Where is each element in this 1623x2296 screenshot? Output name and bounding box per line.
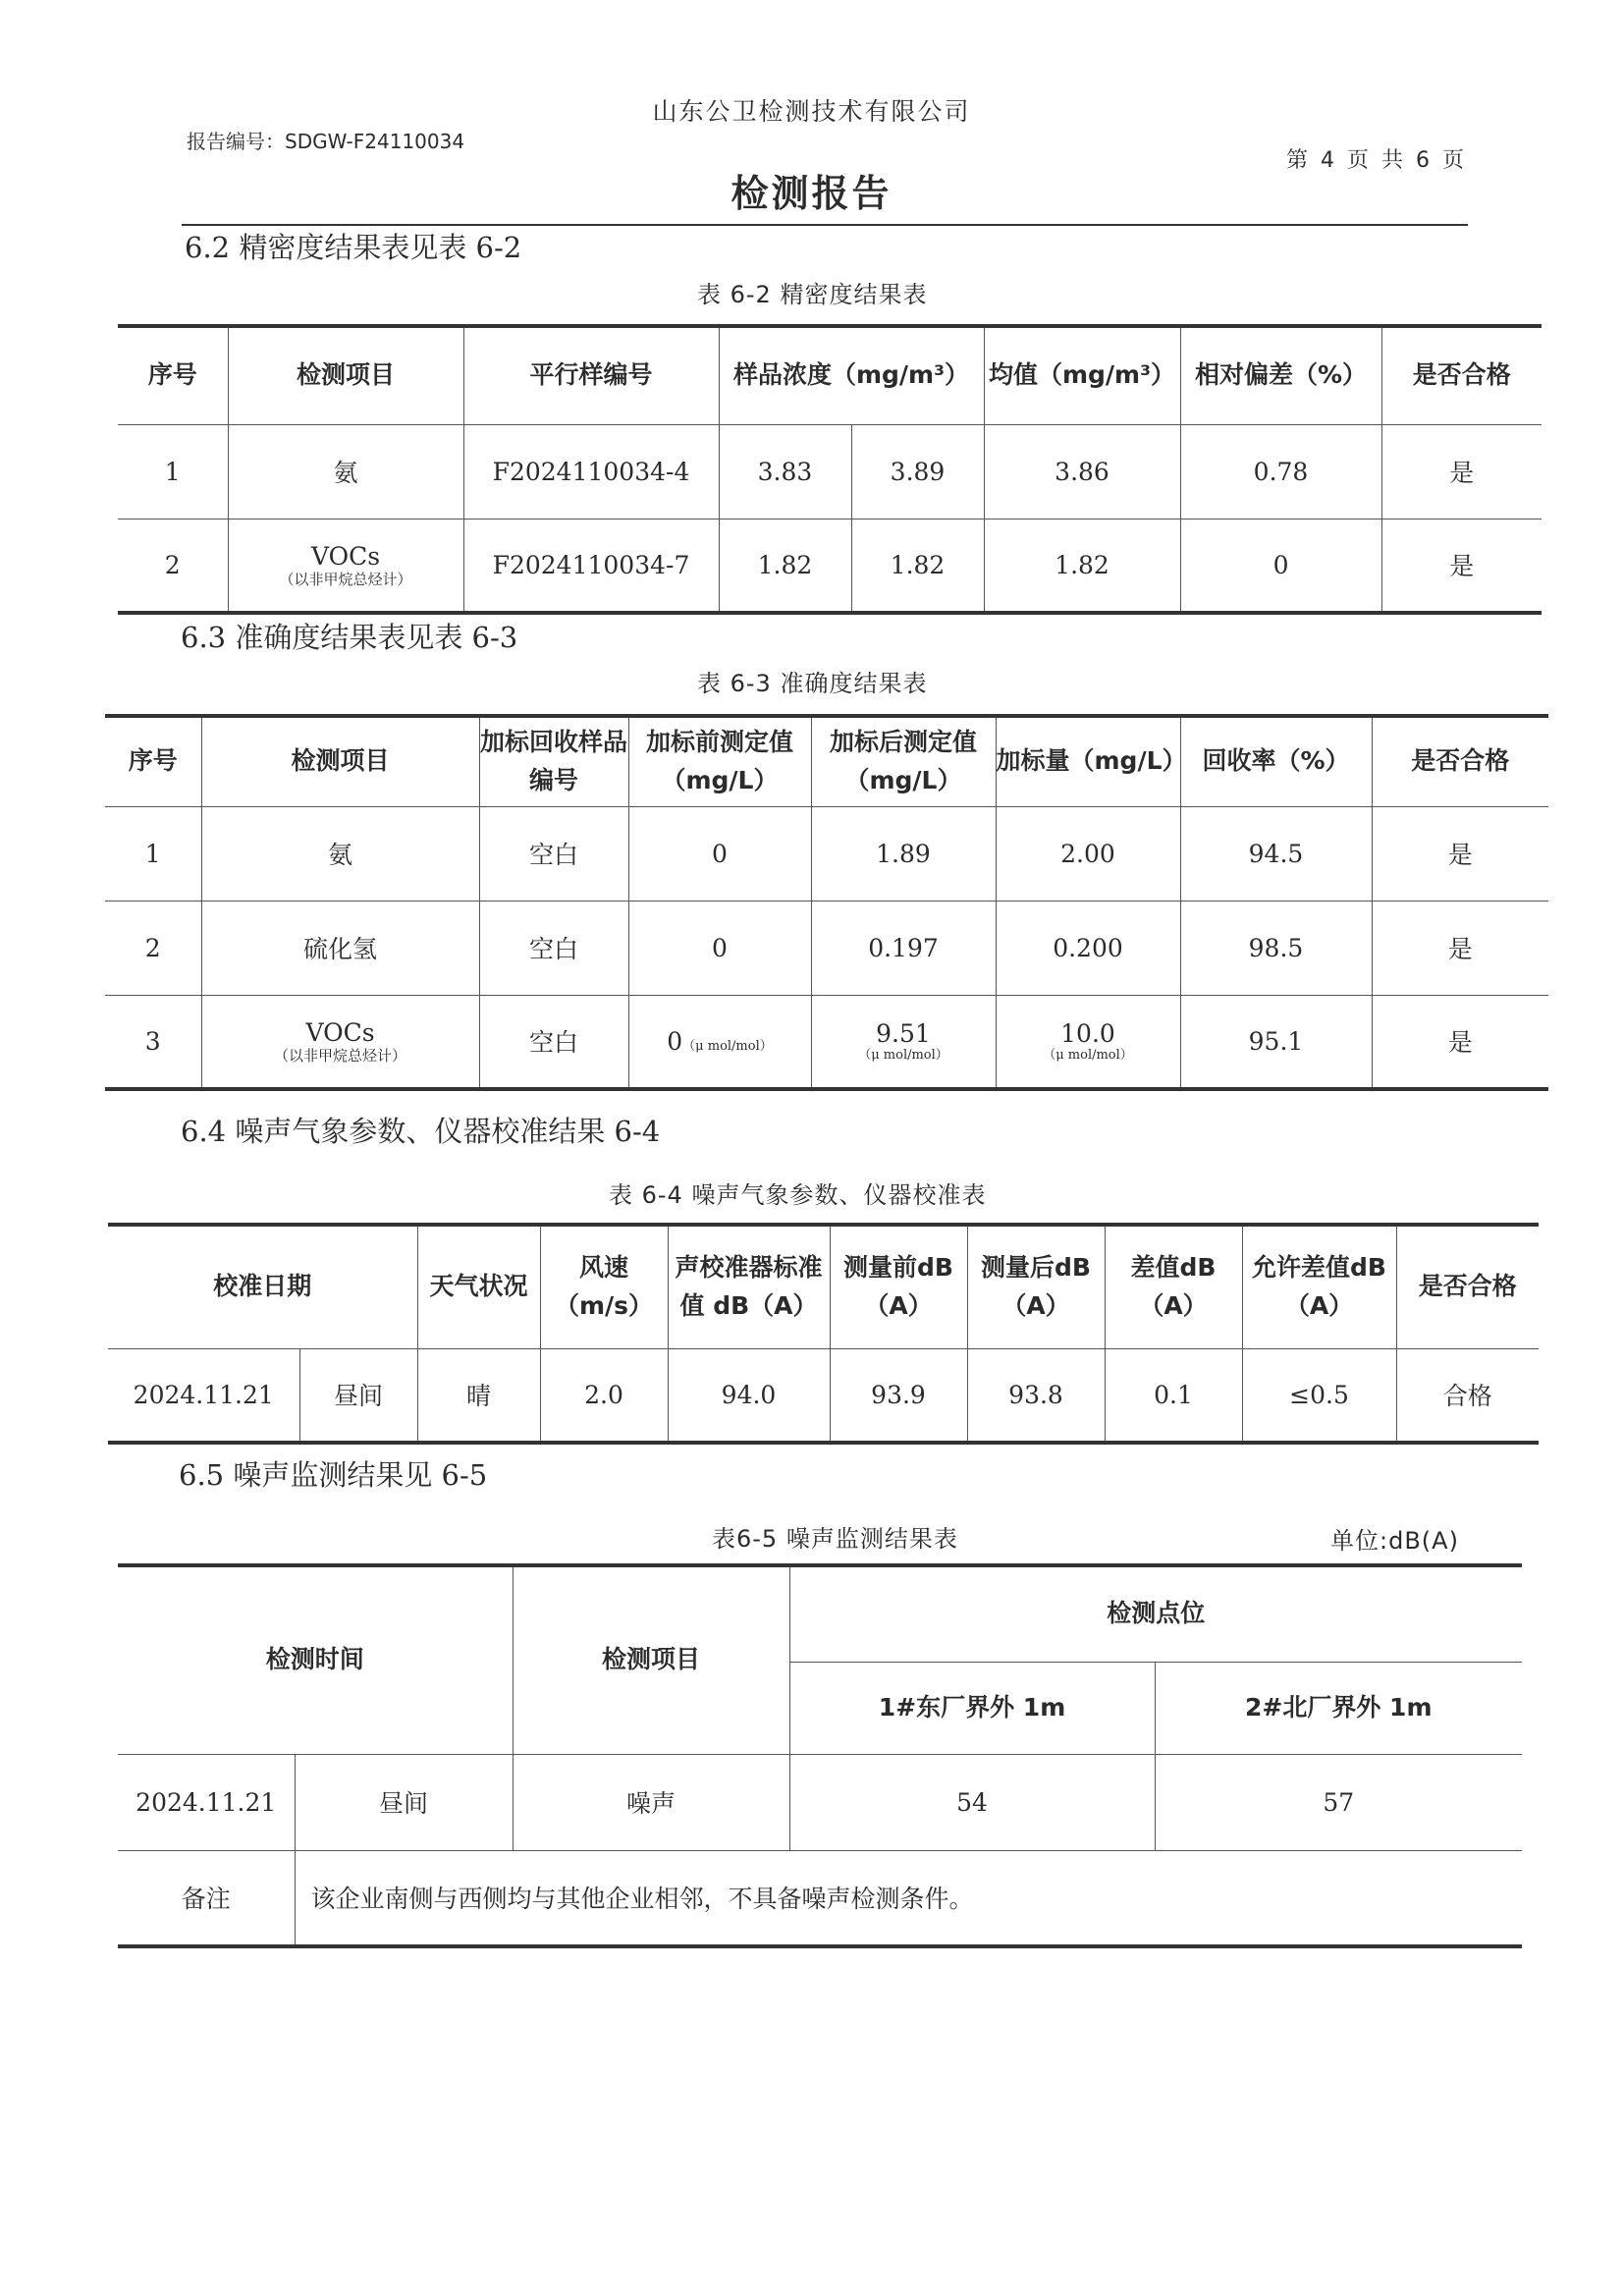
col-header: 检测时间 [118,1565,513,1754]
col-header: 1#东厂界外 1m [789,1662,1155,1754]
cell: 硫化氢 [201,901,479,995]
cell: 93.8 [967,1348,1105,1443]
section-6-3-heading: 6.3 准确度结果表见表 6-3 [181,621,518,654]
cell: 93.9 [830,1348,967,1443]
cell [228,519,463,613]
cell: 2 [105,901,201,995]
table-6-4-caption: 表 6-4 噪声气象参数、仪器校准表 [609,1181,987,1209]
cell: 54 [789,1754,1155,1850]
table-header-row [118,1565,1522,1662]
unit: （μ mol/mol） [1043,1047,1133,1063]
cell [996,995,1180,1089]
col-header: 是否合格 [1381,326,1542,424]
col-header: 是否合格 [1372,716,1548,806]
table-row [105,806,1548,901]
cell: 0.200 [996,901,1180,995]
cell: 0.197 [811,901,996,995]
cell: 3 [105,995,201,1089]
cell: 94.0 [668,1348,830,1443]
cell: 2.0 [540,1348,668,1443]
page-number: 第 4 页 共 6 页 [1286,148,1467,173]
calibration-table [108,1223,1539,1445]
precision-table [118,324,1542,615]
table-row [105,901,1548,995]
cell: 合格 [1396,1348,1539,1443]
cell: F2024110034-4 [463,424,719,519]
cell: 94.5 [1180,806,1372,901]
col-header: 回收率（%） [1180,716,1372,806]
item-note: （以非甲烷总烃计） [273,1046,406,1065]
table-header-row [105,716,1548,806]
cell: 0.1 [1105,1348,1242,1443]
table-row [108,1348,1539,1443]
cell: 是 [1372,995,1548,1089]
col-header: 检测项目 [201,716,479,806]
col-header: 相对偏差（%） [1180,326,1381,424]
table-row [118,519,1542,613]
col-header: 检测项目 [513,1565,789,1754]
table-header-row [108,1225,1539,1348]
cell: 昼间 [295,1754,513,1850]
col-header: 加标后测定值（mg/L） [811,716,996,806]
table-row [118,424,1542,519]
col-header: 加标量（mg/L） [996,716,1180,806]
cell: 晴 [417,1348,540,1443]
item-name: VOCs [310,541,381,571]
cell: 空白 [479,806,628,901]
cell: 2.00 [996,806,1180,901]
col-header: 检测项目 [228,326,463,424]
item-name: VOCs [305,1017,375,1047]
col-header: 均值（mg/m³） [984,326,1180,424]
cell: 氨 [201,806,479,901]
col-header: 序号 [118,326,228,424]
cell: 昼间 [299,1348,417,1443]
col-header: 校准日期 [108,1225,417,1348]
col-header: 样品浓度（mg/m³） [719,326,984,424]
company-name: 山东公卫检测技术有限公司 [652,97,971,126]
cell: 是 [1372,806,1548,901]
col-header: 允许差值dB（A） [1242,1225,1396,1348]
cell: 噪声 [513,1754,789,1850]
table-row [118,1754,1522,1850]
col-header: 测量前dB（A） [830,1225,967,1348]
cell [201,995,479,1089]
cell: 空白 [479,995,628,1089]
section-6-4-heading: 6.4 噪声气象参数、仪器校准结果 6-4 [181,1115,661,1148]
cell: 2024.11.21 [118,1754,295,1850]
remark-text: 该企业南侧与西侧均与其他企业相邻，不具备噪声检测条件。 [295,1850,1522,1946]
table-6-5-caption: 表6-5 噪声监测结果表 [712,1525,958,1553]
cell: 98.5 [1180,901,1372,995]
cell: 1.82 [984,519,1180,613]
cell: 是 [1381,424,1542,519]
col-header: 2#北厂界外 1m [1155,1662,1522,1754]
cell: 空白 [479,901,628,995]
section-6-2-heading: 6.2 精密度结果表见表 6-2 [185,231,522,264]
cell: 95.1 [1180,995,1372,1089]
cell [811,995,996,1089]
accuracy-table [105,714,1548,1091]
cell: 0 [628,806,811,901]
col-header: 序号 [105,716,201,806]
cell: F2024110034-7 [463,519,719,613]
unit: （μ mol/mol） [682,1038,773,1054]
cell: 2024.11.21 [108,1348,299,1443]
noise-result-table [118,1563,1522,1948]
report-number: 报告编号：SDGW-F24110034 [187,130,465,153]
table-6-3-caption: 表 6-3 准确度结果表 [697,670,928,697]
value: 10.0 [1060,1018,1115,1048]
item-note: （以非甲烷总烃计） [279,570,412,588]
table-6-2-caption: 表 6-2 精密度结果表 [697,281,928,308]
value: 9.51 [876,1018,931,1048]
cell: 0 [628,901,811,995]
table-header-row [118,326,1542,424]
col-header: 差值dB（A） [1105,1225,1242,1348]
cell: 57 [1155,1754,1522,1850]
unit-label: 单位:dB(A) [1330,1527,1459,1555]
cell: 3.83 [719,424,851,519]
table-row [105,995,1548,1089]
cell: 2 [118,519,228,613]
col-header: 天气状况 [417,1225,540,1348]
col-header: 测量后dB（A） [967,1225,1105,1348]
col-header: 加标回收样品编号 [479,716,628,806]
cell: 0.78 [1180,424,1381,519]
table-row [118,1850,1522,1946]
col-header: 声校准器标准值 dB（A） [668,1225,830,1348]
cell: 1.82 [719,519,851,613]
cell: ≤0.5 [1242,1348,1396,1443]
cell: 1 [105,806,201,901]
cell: 3.86 [984,424,1180,519]
cell: 1.82 [851,519,984,613]
value: 0 [667,1026,683,1056]
cell: 3.89 [851,424,984,519]
cell: 氨 [228,424,463,519]
remark-label: 备注 [118,1850,295,1946]
cell: 0 [1180,519,1381,613]
page-title: 检测报告 [730,172,893,215]
col-header: 检测点位 [789,1565,1522,1662]
cell: 1 [118,424,228,519]
section-6-5-heading: 6.5 噪声监测结果见 6-5 [179,1458,488,1492]
cell [628,995,811,1089]
col-header: 风速（m/s） [540,1225,668,1348]
unit: （μ mol/mol） [858,1047,948,1063]
cell: 1.89 [811,806,996,901]
col-header: 是否合格 [1396,1225,1539,1348]
cell: 是 [1372,901,1548,995]
col-header: 平行样编号 [463,326,719,424]
col-header: 加标前测定值（mg/L） [628,716,811,806]
cell: 是 [1381,519,1542,613]
